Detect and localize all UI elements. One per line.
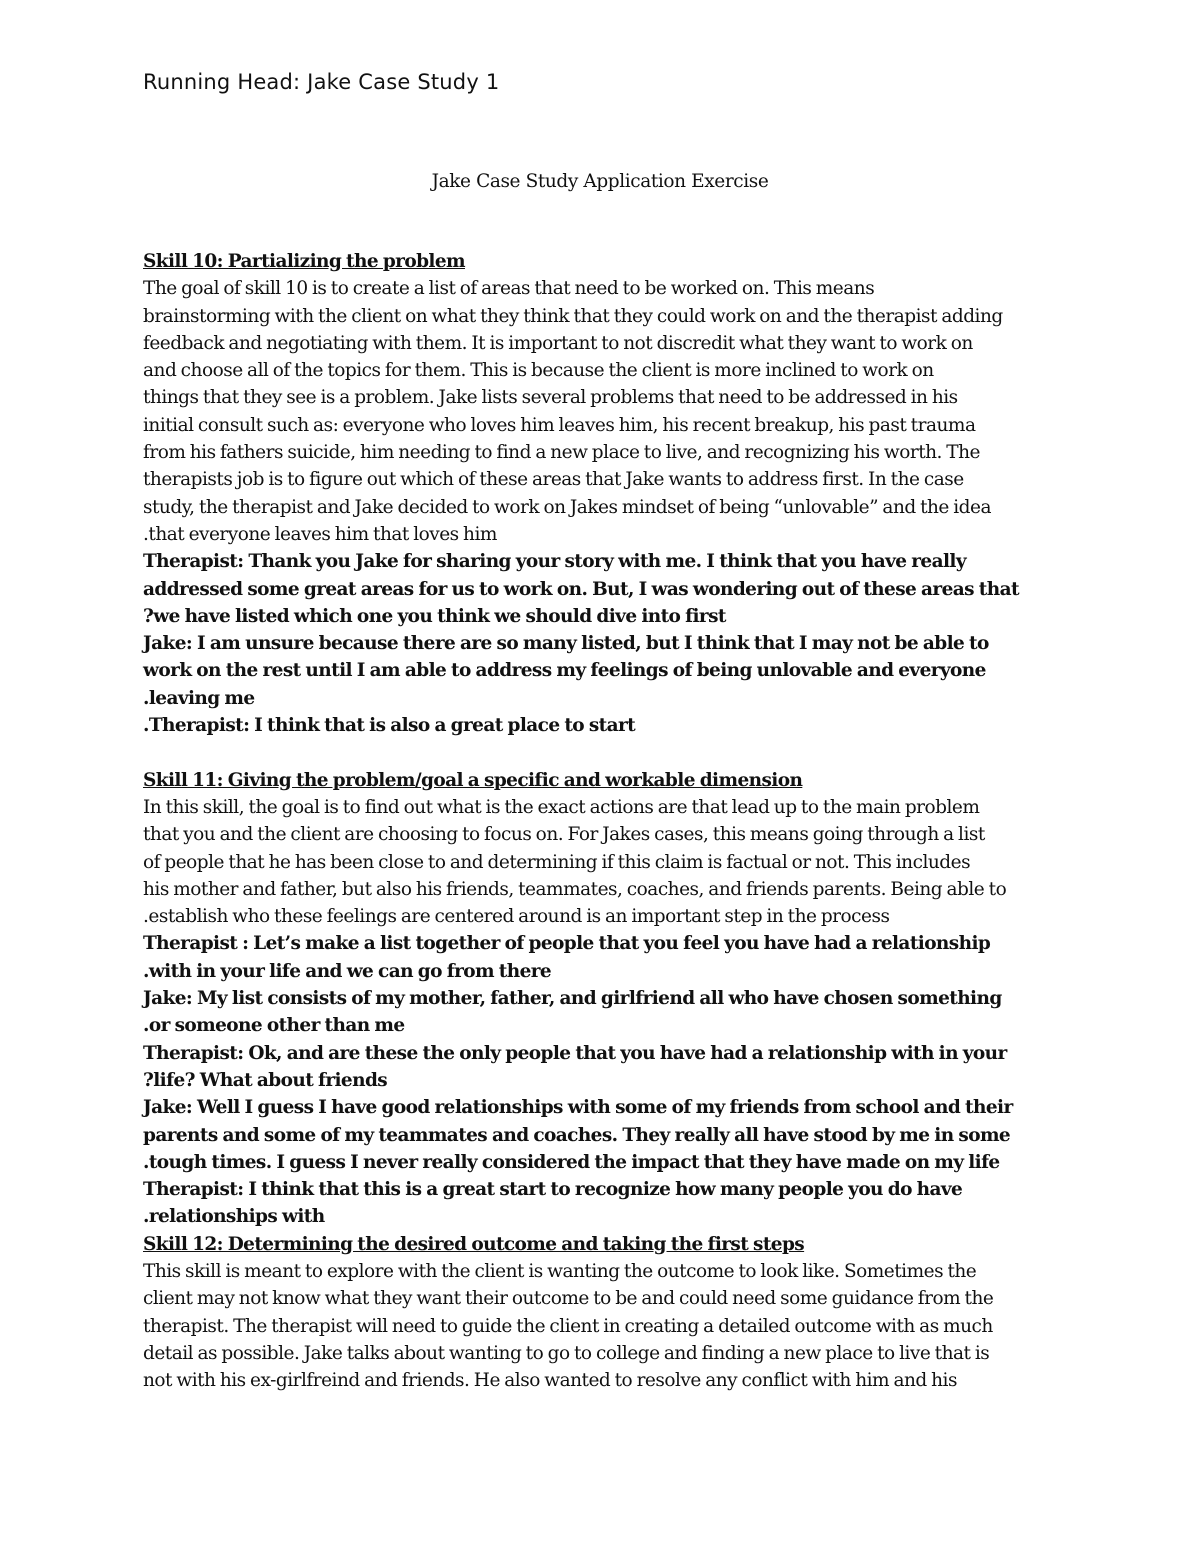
- section-heading: Skill 10: Partializing the problem: [143, 251, 465, 272]
- paragraph-line: things that they see is a problem. Jake lists several problems that need to be addressed in his: [143, 387, 958, 409]
- dialogue-line: .or someone other than me: [143, 1015, 405, 1037]
- paragraph-line: therapists job is to figure out which of these areas that Jake wants to address first. In the case: [143, 469, 964, 491]
- paragraph-line: his mother and father, but also his friends, teammates, coaches, and friends parents. Being able to: [143, 878, 1007, 900]
- paragraph-line: and choose all of the topics for them. This is because the client is more inclined to work on: [143, 360, 934, 382]
- dialogue-line: Jake: I am unsure because there are so many listed, but I think that I may not be able to: [143, 633, 989, 655]
- dialogue-line: .leaving me: [143, 687, 255, 709]
- paragraph-line: brainstorming with the client on what they think that they could work on and the therapist adding: [143, 305, 1003, 327]
- dialogue-line: Therapist: I think that this is a great start to recognize how many people you do have: [143, 1179, 963, 1201]
- paragraph-line: that you and the client are choosing to focus on. For Jakes cases, this means going through a list: [143, 824, 985, 846]
- paragraph-line: .that everyone leaves him that loves him: [143, 523, 497, 545]
- dialogue-line: work on the rest until I am able to address my feelings of being unlovable and everyone: [143, 660, 986, 682]
- dialogue-line: ?we have listed which one you think we should dive into first: [143, 605, 726, 627]
- document-title: Jake Case Study Application Exercise: [431, 171, 769, 192]
- paragraph-line: initial consult such as: everyone who loves him leaves him, his recent breakup, his past trauma: [143, 414, 976, 436]
- dialogue-line: .relationships with: [143, 1206, 325, 1228]
- paragraph-line: The goal of skill 10 is to create a list of areas that need to be worked on. This means: [143, 278, 875, 300]
- paragraph-line: of people that he has been close to and determining if this claim is factual or not. This includes: [143, 851, 971, 873]
- blank-line: [143, 739, 1083, 766]
- paragraph-line: In this skill, the goal is to find out what is the exact actions are that lead up to the main problem: [143, 796, 980, 818]
- dialogue-line: .Therapist: I think that is also a great place to start: [143, 715, 636, 737]
- paragraph-line: study, the therapist and Jake decided to work on Jakes mindset of being “unlovable” and the idea: [143, 496, 992, 518]
- dialogue-line: addressed some great areas for us to work on. But, I was wondering out of these areas that: [143, 578, 1019, 600]
- dialogue-line: Therapist : Let’s make a list together of people that you feel you have had a relationship: [143, 933, 991, 955]
- section-heading: Skill 11: Giving the problem/goal a specific and workable dimension: [143, 769, 803, 791]
- dialogue-line: .with in your life and we can go from there: [143, 960, 552, 982]
- paragraph-line: .establish who these feelings are centered around is an important step in the process: [143, 906, 890, 928]
- dialogue-line: parents and some of my teammates and coaches. They really all have stood by me in some: [143, 1124, 1011, 1146]
- running-head: Running Head: Jake Case Study 1: [143, 70, 500, 94]
- dialogue-line: ?life? What about friends: [143, 1069, 388, 1091]
- paragraph-line: This skill is meant to explore with the client is wanting the outcome to look like. Sometimes the: [143, 1260, 977, 1282]
- dialogue-line: .tough times. I guess I never really considered the impact that they have made on my life: [143, 1151, 1000, 1173]
- document-body: [143, 248, 1083, 1394]
- dialogue-line: Jake: My list consists of my mother, father, and girlfriend all who have chosen something: [143, 988, 1002, 1010]
- section-heading: Skill 12: Determining the desired outcome and taking the first steps: [143, 1233, 805, 1255]
- paragraph-line: feedback and negotiating with them. It is important to not discredit what they want to work on: [143, 332, 973, 354]
- paragraph-line: therapist. The therapist will need to guide the client in creating a detailed outcome with as much: [143, 1315, 993, 1337]
- dialogue-line: Therapist: Ok, and are these the only people that you have had a relationship with in your: [143, 1042, 1007, 1064]
- paragraph-line: from his fathers suicide, him needing to find a new place to live, and recognizing his worth. The: [143, 442, 981, 464]
- paragraph-line: not with his ex-girlfreind and friends. He also wanted to resolve any conflict with him and his: [143, 1370, 957, 1392]
- dialogue-line: Jake: Well I guess I have good relationships with some of my friends from school and their: [143, 1097, 1013, 1119]
- paragraph-line: client may not know what they want their outcome to be and could need some guidance from the: [143, 1288, 994, 1310]
- paragraph-line: detail as possible. Jake talks about wanting to go to college and finding a new place to live that is: [143, 1342, 990, 1364]
- dialogue-line: Therapist: Thank you Jake for sharing your story with me. I think that you have really: [143, 551, 966, 573]
